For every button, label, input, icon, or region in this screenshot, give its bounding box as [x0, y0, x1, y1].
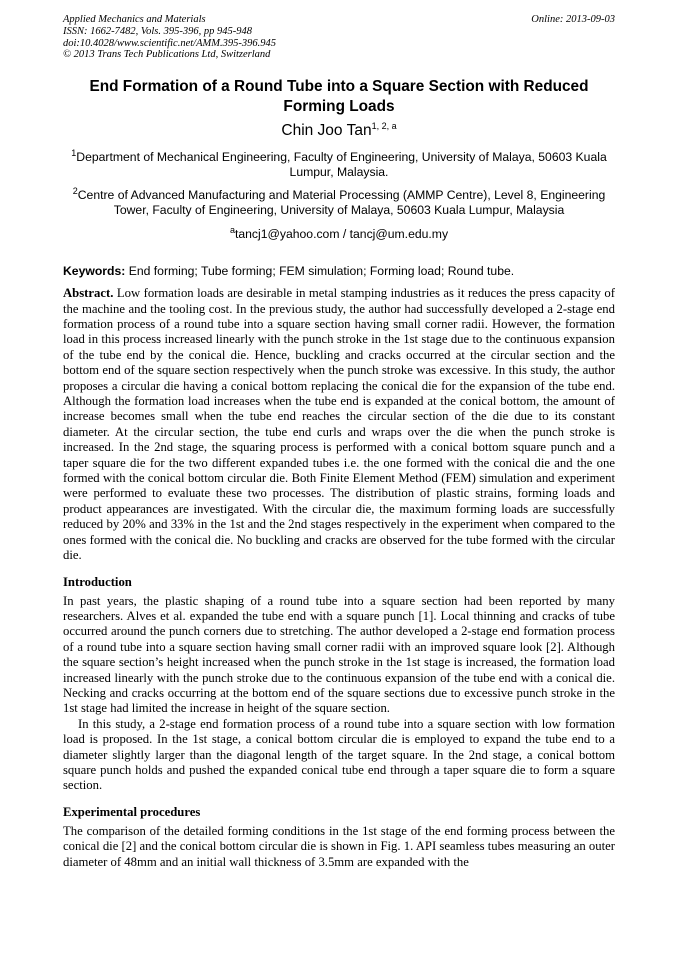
introduction-body — [63, 594, 615, 794]
author-line — [63, 122, 615, 140]
affiliation-2-mark: 2 — [72, 186, 78, 197]
section-heading-experimental: Experimental procedures — [63, 804, 201, 819]
abstract — [63, 286, 615, 563]
paper-title: End Formation of a Round Tube into a Square Section with Reduced Forming Loads — [89, 78, 589, 116]
abstract-text: Low formation loads are desirable in metal stamping industries as it reduces the press capacity of the machine and the tooling cost. In the previous study, the author had successfully developed a 2-stage end formation process of a round tube into a square section having small corner radii. However, the formation load in this process increased linearly with the punch stroke in the 1st stage due to the continuous expansion of the tube end by the conical die. Hence, buckling and cracks occurred at the circular section and the bottom end of the square section respectively when the punch stroke was excessive. In this study, the author proposes a circular die having a conical bottom replacing the conical die for the expansion of the tube end. Although the formation load increases when the tube end is expanded at the conical bottom, the amount of increase becomes small when the tube end reaches the circular section of the die due to its constant diameter. At the circular section, the tube end curls and wraps over the die when the punch stroke is increased. In the 2nd stage, the squaring process is performed with a conical bottom square punch and a taper square die for the two different expanded tubes i.e. the one formed with the conical die and the one formed with the conical bottom circular die. Both Finite Element Method (FEM) simulation and experiment were performed to evaluate these two processes. The distribution of plastic strains, forming loads and product appearances are investigated. With the circular die, the maximum forming loads are successfully reduced by 20% and 33% in the 1st and the 2nd stages respectively in the experiment when compared to the ones formed with the conical die. No buckling and cracks are observed for the tube formed with the circular die. — [63, 286, 616, 563]
affiliation-2-text: Centre of Advanced Manufacturing and Material Processing (AMMP Centre), Level 8, Engineering Tower, Faculty of Engineering, University of Malaya, 50603 Kuala Lumpur, Malaysia — [77, 188, 606, 218]
affiliation-1-text: Department of Mechanical Engineering, Faculty of Engineering, University of Malaya, 50603 Kuala Lumpur, Malaysia. — [76, 150, 607, 180]
introduction-paragraph-2: In this study, a 2-stage end formation process of a round tube into a square section with low formation load is proposed. In the 1st stage, a conical bottom circular die is employed to expand the tube end to a diameter slightly larger than the diagonal length of the target square. In the 2nd stage, a conical bottom square punch holds and pushed the expanded conical tube end through a taper square die to form a square section. — [63, 716, 615, 793]
paper-page — [63, 14, 615, 870]
keywords-label: Keywords: — [63, 264, 126, 279]
keywords-text: End forming; Tube forming; FEM simulation; Forming load; Round tube. — [128, 264, 515, 279]
affiliation-1 — [63, 150, 615, 180]
journal-header — [63, 14, 615, 61]
doi-line: doi:10.4028/www.scientific.net/AMM.395-396.945 — [63, 37, 276, 49]
experimental-paragraph-1: The comparison of the detailed forming conditions in the 1st stage of the end forming process between the conical die [2] and the conical bottom circular die is shown in Fig. 1. API seamless tubes measuring an outer diameter of 48mm and an initial wall thickness of 3.5mm are expanded with the — [63, 823, 615, 869]
affiliation-1-mark: 1 — [71, 148, 77, 159]
email-mark: a — [229, 225, 235, 236]
email-text: tancj1@yahoo.com / tancj@um.edu.my — [234, 227, 449, 242]
copyright-line: © 2013 Trans Tech Publications Ltd, Switzerland — [63, 49, 271, 61]
introduction-paragraph-1: In past years, the plastic shaping of a round tube into a square section had been reported by many researchers. Alves et al. expanded the tube end with a square punch [1]. Local thinning and cracks of tube occurred around the punch corners due to stretching. The author developed a 2-stage end formation process of a round tube into a square section having small corner radii with an improved square look [2]. Although the square section’s height increased when the punch stroke in the 1st stage is increased, the formation load increased linearly with the punch stroke due to the continuous expansion of the tube end with a conical die. Necking and cracks occurring at the bottom end of the square sections due to excessive punch stroke in the 1st stage had limited the increase in height of the square section. — [63, 593, 615, 716]
section-heading-introduction: Introduction — [63, 574, 132, 589]
experimental-body — [63, 824, 615, 870]
issn-line: ISSN: 1662-7482, Vols. 395-396, pp 945-948 — [63, 25, 252, 37]
email-line — [63, 227, 615, 242]
author-marks: 1, 2, a — [371, 121, 397, 132]
author-name: Chin Joo Tan — [281, 122, 372, 140]
affiliation-2 — [63, 188, 615, 218]
keywords — [63, 264, 615, 279]
online-date: Online: 2013-09-03 — [531, 14, 615, 25]
journal-name: Applied Mechanics and Materials — [63, 14, 206, 25]
abstract-label: Abstract. — [63, 286, 114, 301]
